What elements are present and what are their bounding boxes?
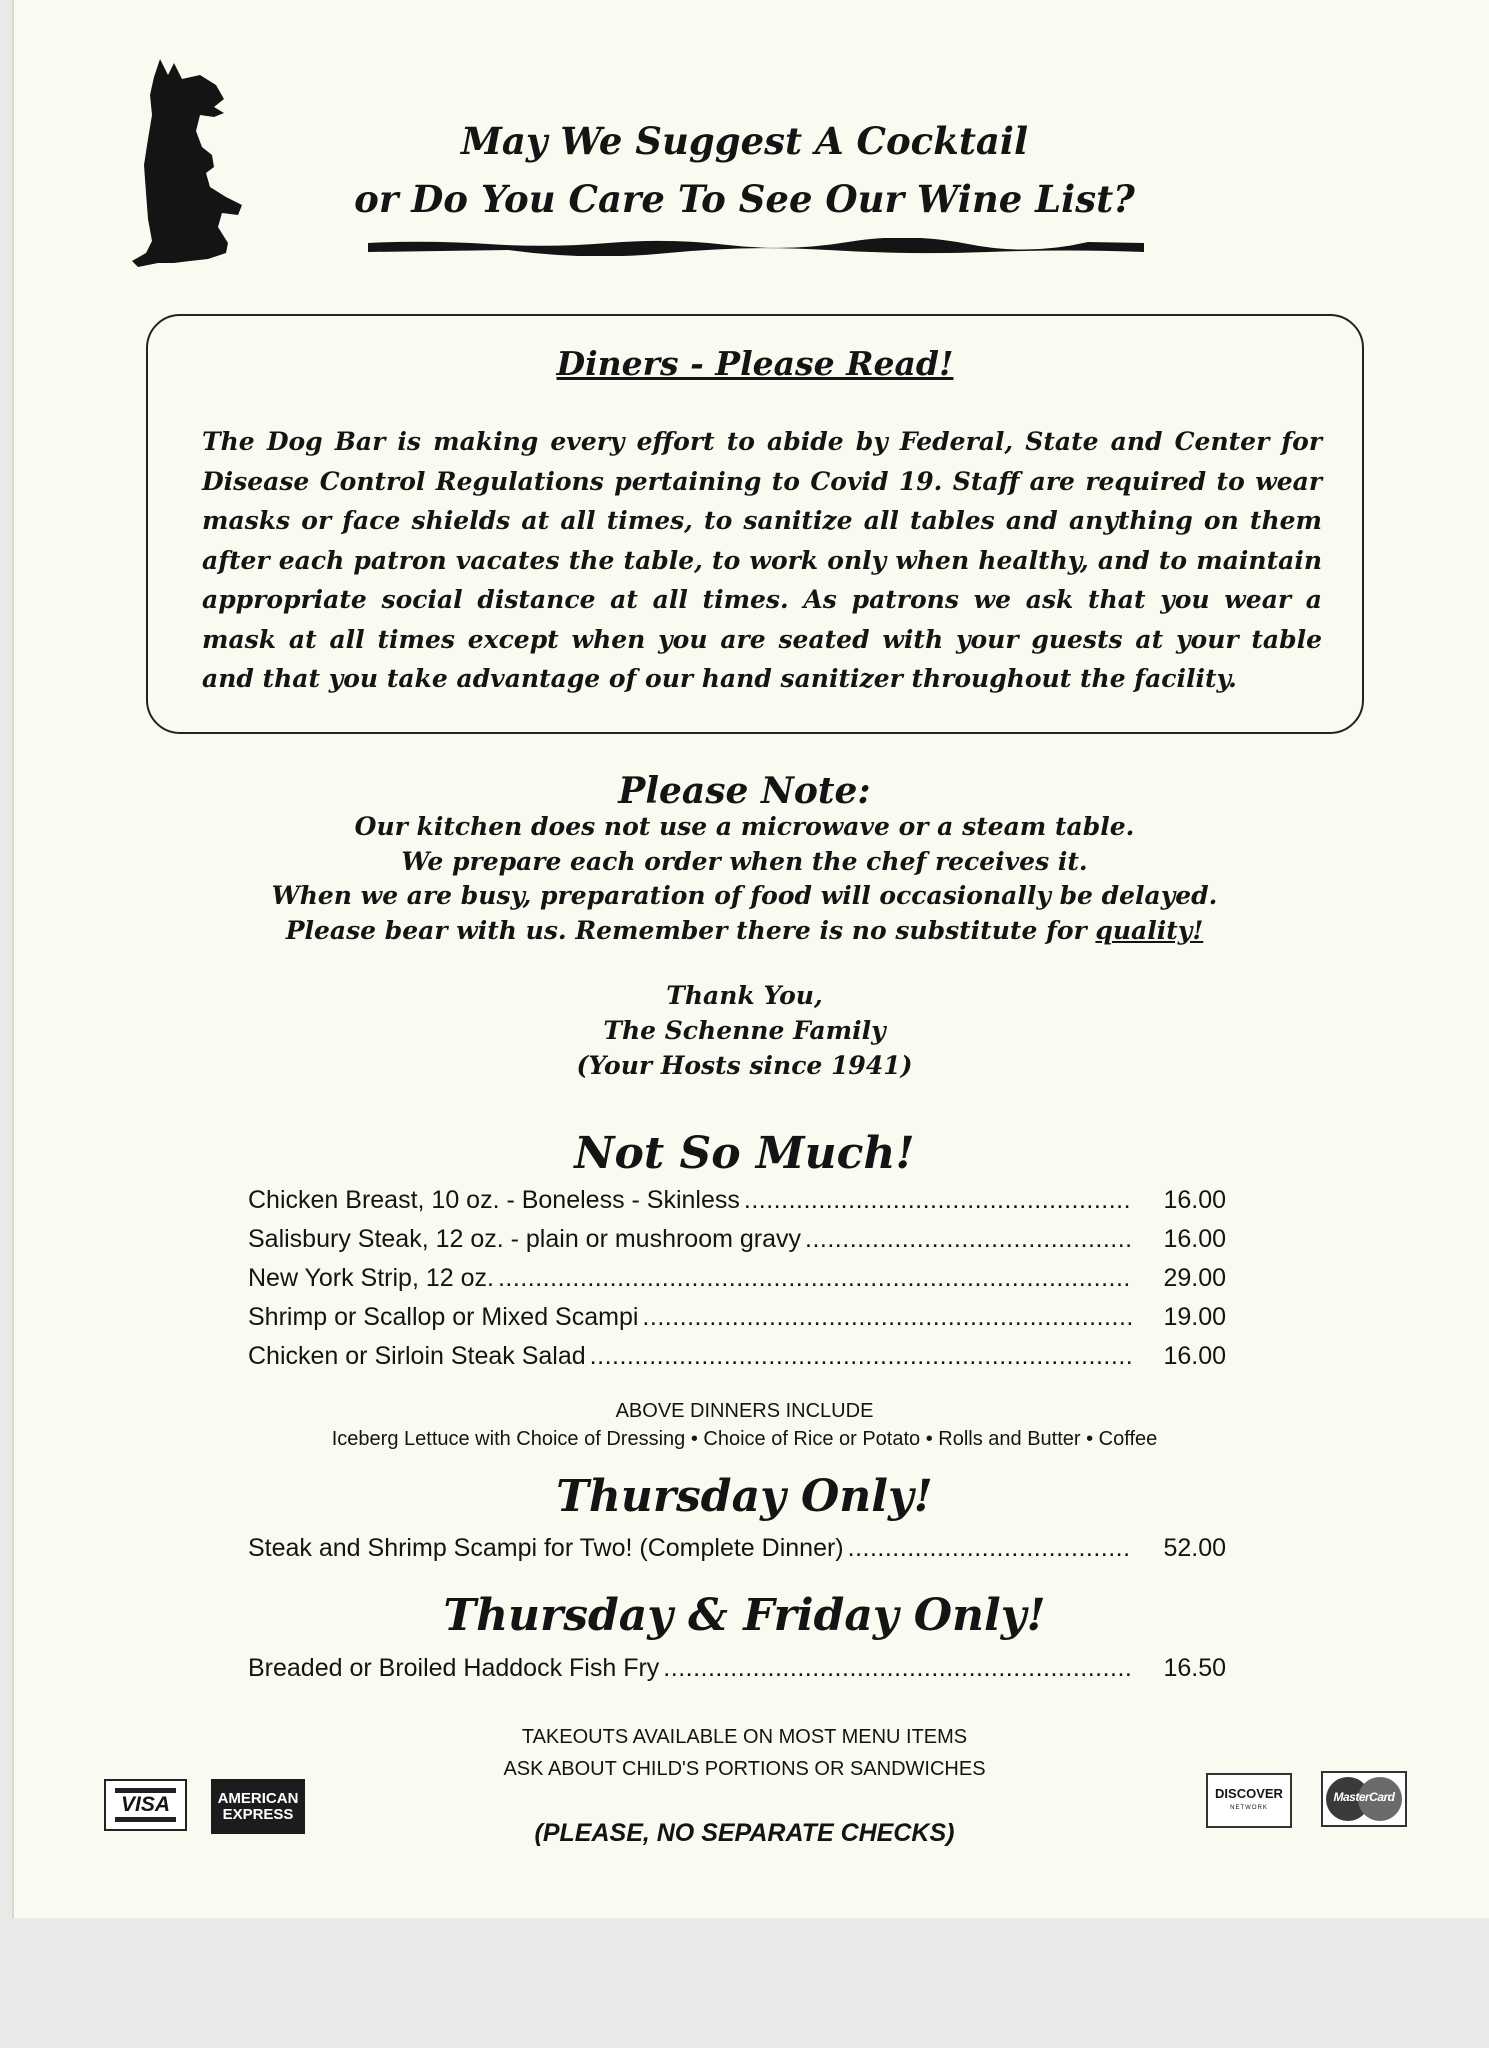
menu-item-price: 52.00 bbox=[1163, 1534, 1226, 1562]
menu-item-row bbox=[248, 1298, 1226, 1337]
section-heading-thursday: Thursday Only! bbox=[556, 1471, 933, 1522]
discover-logo bbox=[1206, 1773, 1292, 1828]
mastercard-logo bbox=[1321, 1771, 1407, 1827]
mastercard-label: MasterCard bbox=[1333, 1790, 1395, 1804]
thanks-line-1: Thank You, bbox=[666, 981, 823, 1010]
dot-leader bbox=[642, 1298, 1132, 1337]
visa-label: VISA bbox=[115, 1788, 176, 1822]
no-separate-checks: (PLEASE, NO SEPARATE CHECKS) bbox=[534, 1819, 955, 1847]
menu-item-name: Salisbury Steak, 12 oz. - plain or mushroom gravy bbox=[248, 1225, 802, 1253]
notice-body: The Dog Bar is making every effort to abide by Federal, State and Center for Disease Control Regulations pertaining to Covid 19. Staff are required to wear masks or face shields at all times, to sanitize all tables and anything on them after each patron vacates the table, to work only when healthy, and to maintain appropriate social distance at all times. As patrons we ask that you wear a mask at all times except when you are seated with your guests at your table and that you take advantage of our hand sanitizer throughout the facility. bbox=[202, 427, 1322, 693]
includes-text: Iceberg Lettuce with Choice of Dressing • Choice of Rice or Potato • Rolls and Butter • Coffee bbox=[331, 1428, 1158, 1450]
please-note-line-4 bbox=[0, 914, 1489, 949]
section-heading-thursday-friday: Thursday & Friday Only! bbox=[443, 1590, 1046, 1641]
notice-title: Diners - Please Read! bbox=[556, 344, 954, 383]
quality-emphasis: quality! bbox=[1095, 915, 1204, 945]
takeouts-note: TAKEOUTS AVAILABLE ON MOST MENU ITEMS bbox=[521, 1726, 968, 1748]
not-so-much-items bbox=[248, 1181, 1226, 1376]
covid-notice-box bbox=[146, 314, 1364, 734]
menu-item-row bbox=[248, 1649, 1226, 1688]
includes-title: ABOVE DINNERS INCLUDE bbox=[615, 1400, 874, 1422]
dot-leader bbox=[848, 1529, 1132, 1568]
menu-item-name: New York Strip, 12 oz. bbox=[248, 1264, 494, 1292]
discover-sub: NETWORK bbox=[1230, 1804, 1268, 1811]
menu-item-price: 16.00 bbox=[1163, 1225, 1226, 1253]
thank-you-signature bbox=[0, 978, 1489, 1083]
menu-item-row bbox=[248, 1181, 1226, 1220]
menu-item-price: 16.00 bbox=[1163, 1186, 1226, 1214]
menu-item-row bbox=[248, 1337, 1226, 1376]
menu-item-row bbox=[248, 1220, 1226, 1259]
dot-leader bbox=[590, 1337, 1132, 1376]
please-note-line-3: When we are busy, preparation of food will occasionally be delayed. bbox=[271, 881, 1218, 910]
section-heading-not-so-much: Not So Much! bbox=[574, 1128, 915, 1179]
menu-item-name: Chicken or Sirloin Steak Salad bbox=[248, 1342, 586, 1370]
menu-item-price: 16.50 bbox=[1163, 1654, 1226, 1682]
menu-item-name: Breaded or Broiled Haddock Fish Fry bbox=[248, 1654, 660, 1682]
menu-item-row bbox=[248, 1259, 1226, 1298]
dot-leader bbox=[805, 1220, 1132, 1259]
amex-line-2: EXPRESS bbox=[222, 1805, 294, 1823]
please-note-line-2: We prepare each order when the chef receives it. bbox=[401, 846, 1088, 876]
please-note-body bbox=[0, 810, 1489, 948]
menu-item-name: Steak and Shrimp Scampi for Two! (Complete Dinner) bbox=[248, 1534, 844, 1562]
menu-item-price: 29.00 bbox=[1163, 1264, 1226, 1292]
thursday-items bbox=[248, 1529, 1226, 1568]
please-note-line-1: Our kitchen does not use a microwave or a steam table. bbox=[354, 812, 1135, 841]
child-portions-note: ASK ABOUT CHILD'S PORTIONS OR SANDWICHES bbox=[503, 1758, 986, 1780]
dot-leader bbox=[498, 1259, 1132, 1298]
menu-item-name: Shrimp or Scallop or Mixed Scampi bbox=[248, 1303, 639, 1331]
please-note-line-4-text: Please bear with us. Remember there is no substitute for bbox=[285, 915, 1087, 945]
thanks-line-2: The Schenne Family bbox=[603, 1016, 886, 1045]
discover-label: DISCOVER bbox=[1215, 1785, 1283, 1801]
thanks-line-3: (Your Hosts since 1941) bbox=[576, 1051, 913, 1080]
please-note-heading: Please Note: bbox=[618, 770, 871, 812]
menu-item-price: 16.00 bbox=[1163, 1342, 1226, 1370]
visa-logo bbox=[104, 1779, 187, 1831]
american-express-logo bbox=[211, 1779, 305, 1834]
amex-line-1: AMERICAN bbox=[217, 1789, 299, 1807]
thursday-friday-items bbox=[248, 1649, 1226, 1688]
dot-leader bbox=[663, 1649, 1132, 1688]
headline-divider bbox=[368, 238, 1144, 256]
menu-item-price: 19.00 bbox=[1163, 1303, 1226, 1331]
cocktail-headline bbox=[0, 112, 1489, 228]
menu-item-row bbox=[248, 1529, 1226, 1568]
dot-leader bbox=[744, 1181, 1132, 1220]
headline-line-1: May We Suggest A Cocktail bbox=[460, 119, 1029, 163]
mastercard-circles-icon bbox=[1326, 1777, 1402, 1821]
headline-line-2: or Do You Care To See Our Wine List? bbox=[354, 177, 1135, 221]
menu-item-name: Chicken Breast, 10 oz. - Boneless - Skinless bbox=[248, 1186, 740, 1214]
